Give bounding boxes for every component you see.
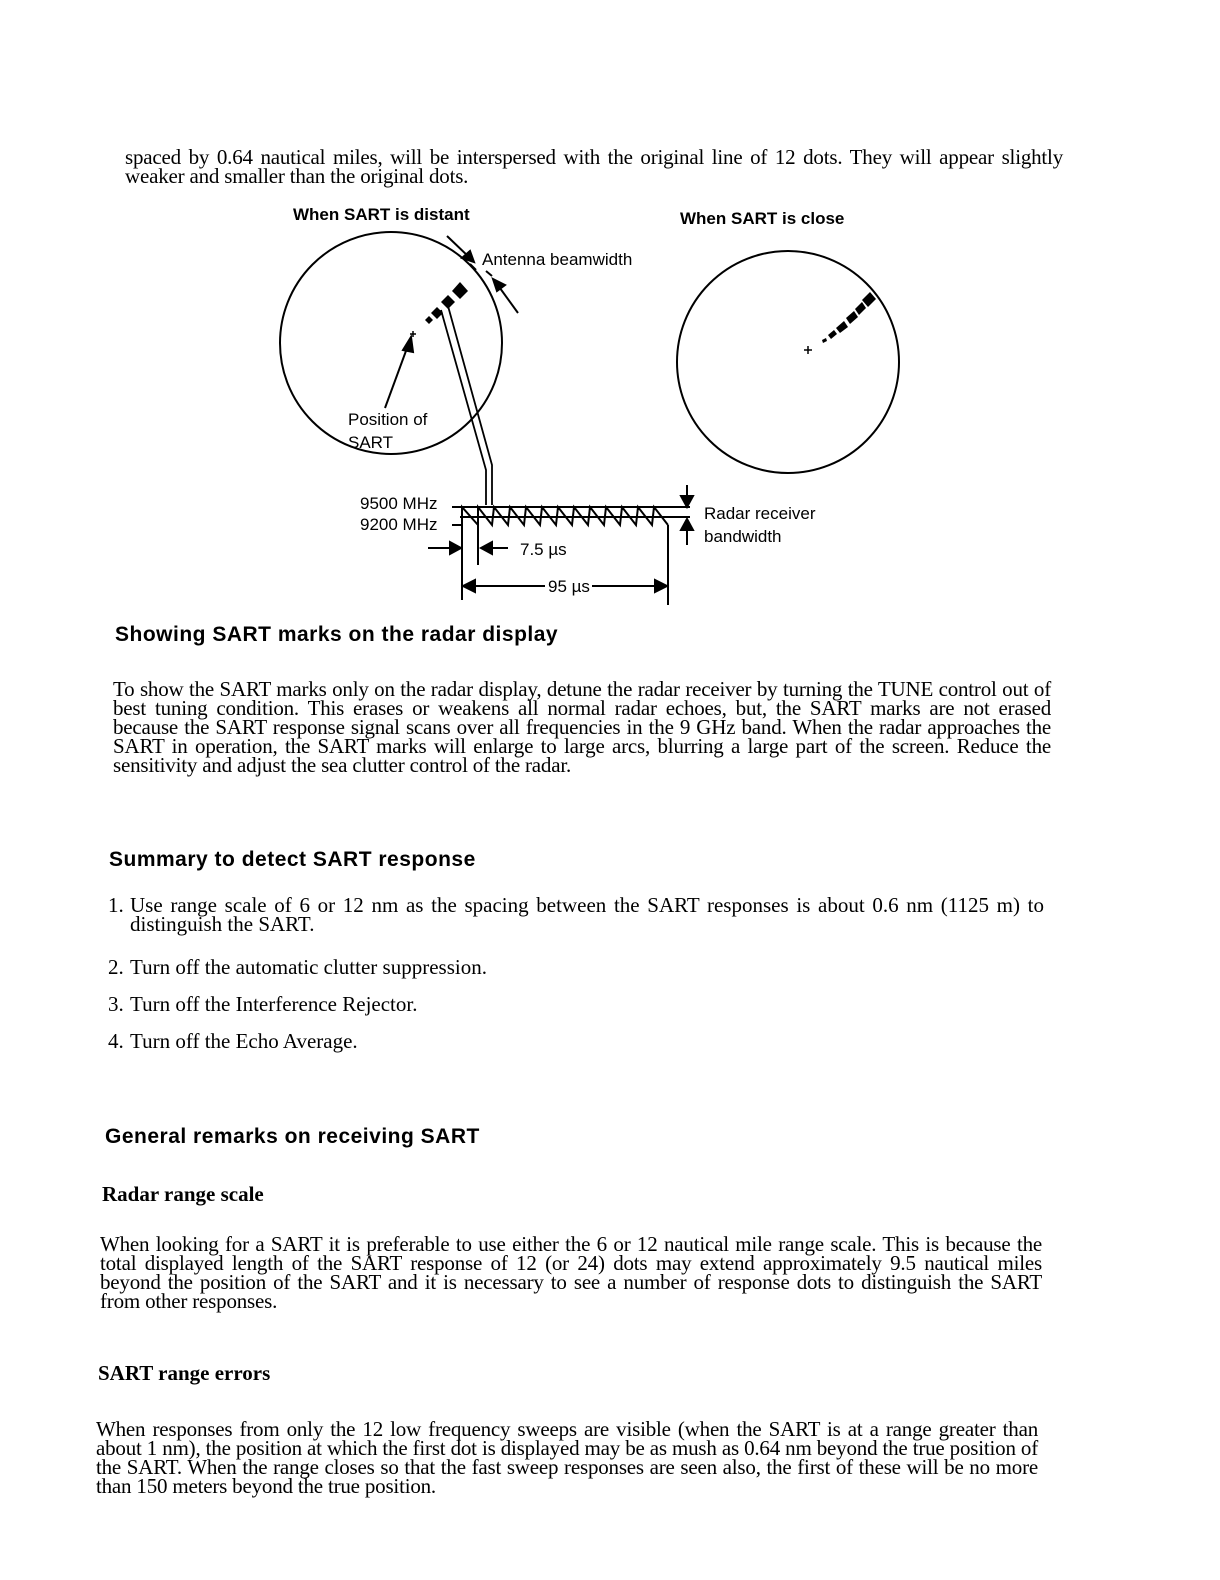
summary-item-1-number: 1. bbox=[108, 893, 124, 917]
label-bandwidth: bandwidth bbox=[704, 527, 782, 546]
summary-item-1-text: Use range scale of 6 or 12 nm as the spacing between the SART responses is about 0.6 nm (1125 m) to distinguish the SART. bbox=[130, 893, 1044, 936]
intro-paragraph: spaced by 0.64 nautical miles, will be interspersed with the original line of 12 dots. They will appear slightly weaker and smaller than the original dots. bbox=[125, 145, 1063, 188]
summary-item-4 bbox=[108, 1029, 358, 1053]
sart-position-cross-close bbox=[804, 346, 812, 354]
beamwidth-arrows bbox=[447, 236, 518, 313]
showing-paragraph: To show the SART marks only on the radar display, detune the radar receiver by turning the TUNE control out of best tuning condition. This erases or weakens all normal radar echoes, but, the SART marks are not erased because the SART response signal scans over all frequencies in the 9 GHz band. When the radar approaches the SART in operation, the SART marks will enlarge to large arcs, blurring a large part of the screen. Reduce the sensitivity and adjust the sea clutter control of the radar. bbox=[113, 677, 1051, 777]
summary-item-2-text: Turn off the automatic clutter suppression. bbox=[130, 955, 487, 979]
range-scale-paragraph: When looking for a SART it is preferable to use either the 6 or 12 nautical mile range scale. This is because the total displayed length of the SART response of 12 (or 24) dots may extend approximately 9.5 nautical miles beyond the position of the SART and it is necessary to see a number of response dots to distinguish the SART from other responses. bbox=[100, 1232, 1042, 1313]
heading-radar-range-scale: Radar range scale bbox=[102, 1182, 264, 1206]
label-antenna-beamwidth: Antenna beamwidth bbox=[482, 250, 633, 269]
sart-dots-distant bbox=[425, 282, 468, 324]
summary-item-2 bbox=[108, 955, 487, 979]
label-9500-mhz: 9500 MHz bbox=[360, 494, 438, 513]
label-position-of: Position of bbox=[348, 410, 428, 429]
label-95-us: 95 µs bbox=[548, 577, 590, 596]
label-radar-receiver: Radar receiver bbox=[704, 504, 816, 523]
fast-sweep-arrows bbox=[428, 542, 508, 554]
summary-item-2-number: 2. bbox=[108, 955, 124, 979]
range-errors-paragraph: When responses from only the 12 low frequency sweeps are visible (when the SART is at a range greater than about 1 nm), the position at which the first dot is displayed may be as mush as 0.64 nm beyond the true position of the SART. When the range closes so that the fast sweep responses are seen also, the first of these will be no more than 150 meters beyond the true position. bbox=[96, 1417, 1038, 1498]
caption-close: When SART is close bbox=[680, 209, 845, 228]
summary-item-3-text: Turn off the Interference Rejector. bbox=[130, 992, 418, 1016]
label-sart: SART bbox=[348, 433, 394, 452]
bandwidth-arrows bbox=[681, 485, 693, 545]
radar-screen-close bbox=[677, 251, 899, 473]
summary-item-3-number: 3. bbox=[108, 992, 124, 1016]
sweep-lead-lines bbox=[441, 306, 492, 505]
label-7-5-us: 7.5 µs bbox=[520, 540, 567, 559]
heading-sart-range-errors: SART range errors bbox=[98, 1361, 271, 1385]
summary-item-1 bbox=[108, 893, 1048, 936]
heading-showing-sart-marks: Showing SART marks on the radar display bbox=[115, 623, 559, 646]
heading-summary: Summary to detect SART response bbox=[109, 848, 476, 871]
summary-item-4-text: Turn off the Echo Average. bbox=[130, 1029, 358, 1053]
heading-general-remarks: General remarks on receiving SART bbox=[105, 1125, 480, 1148]
caption-distant: When SART is distant bbox=[293, 205, 470, 224]
label-9200-mhz: 9200 MHz bbox=[360, 515, 438, 534]
sart-dots-close bbox=[822, 292, 876, 343]
summary-item-3 bbox=[108, 992, 418, 1016]
summary-item-4-number: 4. bbox=[108, 1029, 124, 1053]
position-arrow bbox=[385, 337, 413, 408]
sart-diagram-graphic bbox=[0, 0, 1220, 620]
